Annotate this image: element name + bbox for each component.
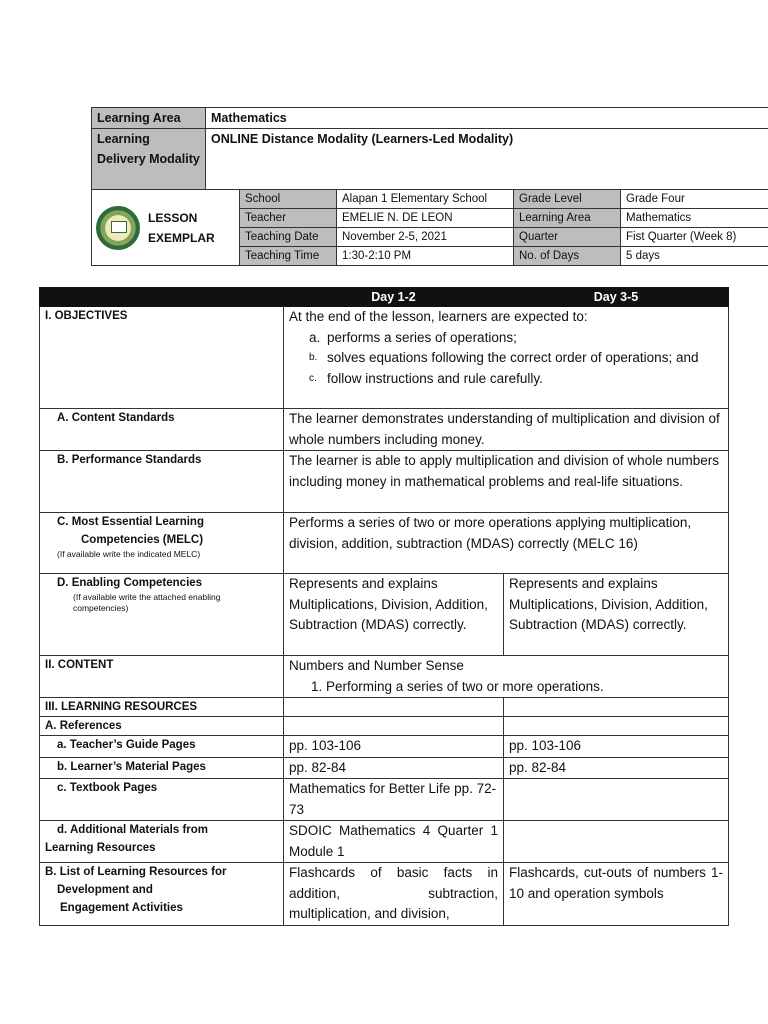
teachers-guide-day12: pp. 103-106 — [284, 736, 504, 758]
lesson-header-table — [91, 107, 768, 190]
school-value: Alapan 1 Elementary School — [337, 190, 514, 209]
content-label: II. CONTENT — [40, 656, 284, 698]
textbook-row — [40, 779, 729, 821]
info-learning-area-label: Learning Area — [514, 209, 621, 228]
learners-material-day12: pp. 82-84 — [284, 757, 504, 779]
learners-material-label: b. Learner’s Material Pages — [57, 760, 206, 773]
teacher-label: Teacher — [240, 209, 337, 228]
day12-header: Day 1-2 — [284, 288, 504, 307]
additional-label-2: Learning Resources — [45, 842, 156, 854]
learning-resources-row — [40, 698, 729, 717]
additional-materials-row — [40, 821, 729, 863]
list-resources-row — [40, 863, 729, 926]
teacher-value: EMELIE N. DE LEON — [337, 209, 514, 228]
teaching-time-value: 1:30-2:10 PM — [337, 247, 514, 266]
list-resources-label-2: Development and — [57, 884, 153, 896]
lesson-plan-table — [39, 287, 729, 926]
delivery-modality-label: Learning Delivery Modality — [92, 129, 206, 190]
objective-item: b. solves equations following the correct order of operations; and — [309, 350, 699, 365]
objectives-list — [289, 328, 723, 390]
enabling-day12: Represents and explains Multiplications, Division, Addition, Subtraction (MDAS) correctly. — [284, 574, 504, 656]
additional-label-1: d. Additional Materials from — [57, 824, 209, 836]
grade-level-value: Grade Four — [621, 190, 768, 209]
additional-day12: SDOIC Mathematics 4 Quarter 1 Module 1 — [284, 821, 504, 863]
school-info-table — [91, 189, 768, 266]
objectives-label: I. OBJECTIVES — [40, 307, 284, 409]
melc-label-1: C. Most Essential Learning — [57, 516, 204, 528]
performance-standards-label: B. Performance Standards — [57, 454, 202, 466]
melc-text: Performs a series of two or more operations applying multiplication, division, addition, subtraction (MDAS) correctly (MELC 16) — [284, 513, 729, 574]
list-resources-label-1: B. List of Learning Resources for — [45, 866, 227, 878]
objectives-cell — [284, 307, 729, 409]
additional-day35 — [504, 821, 729, 863]
grade-level-label: Grade Level — [514, 190, 621, 209]
objectives-row — [40, 307, 729, 409]
learning-area-label: Learning Area — [92, 108, 206, 129]
melc-row — [40, 513, 729, 574]
learners-material-row — [40, 757, 729, 779]
enabling-day35: Represents and explains Multiplications, Division, Addition, Subtraction (MDAS) correctly. — [504, 574, 729, 656]
info-learning-area-value: Mathematics — [621, 209, 768, 228]
melc-note: (If available write the indicated MELC) — [57, 549, 201, 559]
teachers-guide-label: a. Teacher’s Guide Pages — [57, 739, 196, 751]
list-resources-day35: Flashcards, cut-outs of numbers 1-10 and operation symbols — [504, 863, 729, 926]
enabling-competencies-row — [40, 574, 729, 656]
school-seal-logo — [96, 206, 140, 250]
teachers-guide-row — [40, 736, 729, 758]
references-row — [40, 717, 729, 736]
melc-label-2: Competencies (MELC) — [81, 534, 204, 546]
learning-resources-label: III. LEARNING RESOURCES — [40, 698, 284, 717]
header-blank-cell — [40, 288, 284, 307]
teaching-time-label: Teaching Time — [240, 247, 337, 266]
performance-standards-text: The learner is able to apply multiplication and division of whole numbers including money in mathematical problems and real-life situations. — [284, 451, 729, 513]
days-value: 5 days — [621, 247, 768, 266]
teachers-guide-day35: pp. 103-106 — [504, 736, 729, 758]
exemplar-label: EXEMPLAR — [148, 230, 215, 245]
references-label: A. References — [40, 717, 284, 736]
learning-area-value: Mathematics — [206, 108, 768, 129]
content-line-1: Numbers and Number Sense — [289, 658, 464, 673]
objective-item: a. performs a series of operations; — [309, 329, 517, 345]
list-resources-day12: Flashcards of basic facts in addition, subtraction, multiplication, and division, — [284, 863, 504, 926]
list-resources-label-3: Engagement Activities — [60, 902, 183, 914]
teaching-date-value: November 2-5, 2021 — [337, 228, 514, 247]
objective-item: c. follow instructions and rule carefully. — [309, 370, 543, 386]
objectives-intro: At the end of the lesson, learners are expected to: — [289, 309, 588, 324]
textbook-day12: Mathematics for Better Life pp. 72-73 — [284, 779, 504, 821]
content-line-2: 1. Performing a series of two or more operations. — [311, 678, 604, 694]
quarter-value: Fist Quarter (Week 8) — [621, 228, 768, 247]
school-label: School — [240, 190, 337, 209]
enabling-label: D. Enabling Competencies — [57, 577, 203, 589]
content-standards-text: The learner demonstrates understanding of multiplication and division of whole numbers including money. — [284, 409, 729, 451]
content-row — [40, 656, 729, 698]
quarter-label: Quarter — [514, 228, 621, 247]
teaching-date-label: Teaching Date — [240, 228, 337, 247]
textbook-label: c. Textbook Pages — [57, 782, 158, 794]
content-standards-label: A. Content Standards — [57, 412, 175, 424]
textbook-day35 — [504, 779, 729, 821]
enabling-note: (If available write the attached enabling competencies) — [73, 592, 221, 613]
delivery-modality-value: ONLINE Distance Modality (Learners-Led Modality) — [206, 129, 768, 190]
lesson-label: LESSON — [148, 210, 198, 225]
performance-standards-row — [40, 451, 729, 513]
learners-material-day35: pp. 82-84 — [504, 757, 729, 779]
days-label: No. of Days — [514, 247, 621, 266]
lesson-exemplar-cell — [92, 190, 240, 266]
day35-header: Day 3-5 — [504, 288, 729, 307]
content-standards-row — [40, 409, 729, 451]
